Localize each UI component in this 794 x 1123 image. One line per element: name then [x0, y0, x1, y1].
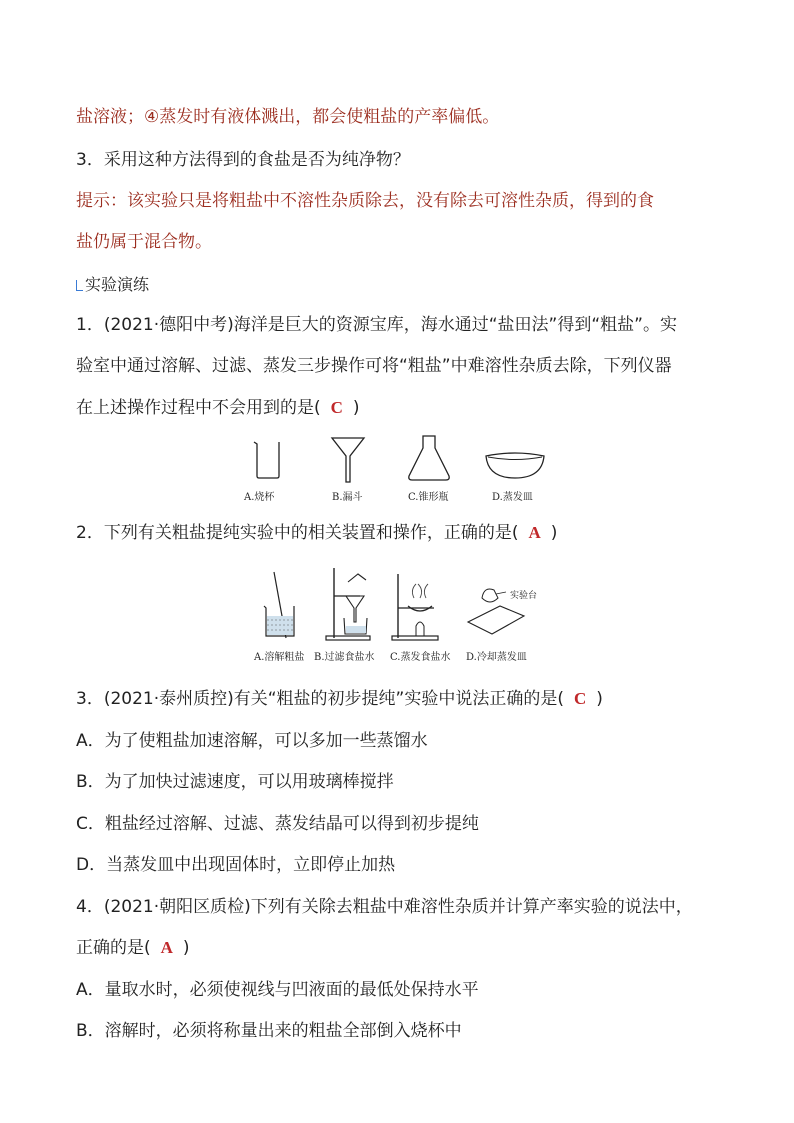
q3-option-b: B．为了加快过滤速度，可以用玻璃棒搅拌	[76, 772, 394, 792]
hint-line-2: 盐仍属于混合物。	[76, 232, 212, 252]
dissolving-beaker-icon	[260, 570, 300, 640]
hint-line-1: 提示：该实验只是将粗盐中不溶性杂质除去，没有除去可溶性杂质，得到的食	[76, 191, 654, 211]
cooling-dish-icon	[466, 576, 526, 640]
q1-label-a: A.烧杯	[244, 492, 275, 503]
q2-label-c: C.蒸发食盐水	[390, 652, 451, 663]
q4-line-1: 4．(2021·朝阳区质检)下列有关除去粗盐中难溶性杂质并计算产率实验的说法中，	[76, 897, 693, 917]
q3-option-c: C．粗盐经过溶解、过滤、蒸发结晶可以得到初步提纯	[76, 814, 479, 834]
q1-line-1: 1．(2021·德阳中考)海洋是巨大的资源宝库，海水通过“盐田法”得到“粗盐”。实	[76, 315, 677, 335]
q2-label-d: D.冷却蒸发皿	[466, 652, 527, 663]
q1-label-c: C.锥形瓶	[408, 492, 449, 503]
q1-answer: C	[330, 398, 343, 417]
beaker-icon	[252, 440, 282, 480]
evaporating-dish-icon	[484, 452, 546, 480]
q2-label-b: B.过滤食盐水	[314, 652, 375, 663]
q1-figure	[240, 434, 560, 504]
q2-paren-close: )	[550, 523, 558, 543]
section-marker-icon	[76, 280, 83, 291]
conical-flask-icon	[406, 434, 452, 482]
hint-continuation: 盐溶液；④蒸发时有液体溅出，都会使粗盐的产率偏低。	[76, 107, 500, 127]
q4-stem-end: 正确的是(	[76, 938, 151, 958]
q3-answer: C	[574, 689, 587, 708]
q2-label-a: A.溶解粗盐	[254, 652, 305, 663]
q2-answer: A	[528, 523, 541, 542]
q2-line-1	[76, 522, 557, 544]
q4-option-b: B．溶解时，必须将称量出来的粗盐全部倒入烧杯中	[76, 1021, 462, 1041]
question-3-title: 3．采用这种方法得到的食盐是否为纯净物？	[76, 150, 410, 170]
q2-bench-label: 实验台	[510, 591, 538, 601]
q3-option-a: A．为了使粗盐加速溶解，可以多加一些蒸馏水	[76, 731, 428, 751]
evaporation-setup-icon	[390, 568, 444, 642]
q3-line-1	[76, 688, 603, 710]
q4-line-2	[76, 937, 190, 959]
q4-option-a: A．量取水时，必须使视线与凹液面的最低处保持水平	[76, 980, 479, 1000]
q1-label-b: B.漏斗	[332, 492, 363, 503]
q1-label-d: D.蒸发皿	[492, 492, 533, 503]
q1-line-3	[76, 397, 360, 419]
q3-stem: 3．(2021·泰州质控)有关“粗盐的初步提纯”实验中说法正确的是(	[76, 689, 564, 709]
q1-stem-end: 在上述操作过程中不会用到的是(	[76, 398, 321, 418]
q2-stem: 2．下列有关粗盐提纯实验中的相关装置和操作，正确的是(	[76, 523, 519, 543]
q4-paren-close: )	[182, 938, 190, 958]
q2-figure	[250, 566, 550, 666]
q1-paren-close: )	[352, 398, 360, 418]
q4-answer: A	[160, 938, 173, 957]
q1-line-2: 验室中通过溶解、过滤、蒸发三步操作可将“粗盐”中难溶性杂质去除，下列仪器	[76, 356, 672, 376]
filtration-setup-icon	[324, 566, 378, 642]
q3-option-d: D．当蒸发皿中出现固体时，立即停止加热	[76, 855, 396, 875]
q3-paren-close: )	[596, 689, 603, 709]
funnel-icon	[330, 436, 366, 484]
section-title: 实验演练	[85, 275, 150, 294]
section-heading	[76, 274, 149, 296]
